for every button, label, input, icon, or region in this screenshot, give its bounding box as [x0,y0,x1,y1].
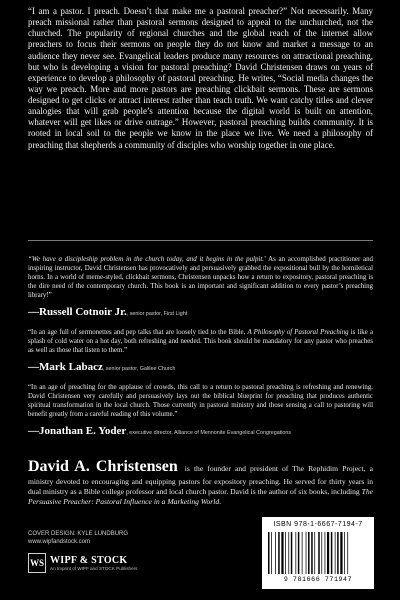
endorsement-quote-text: ’ As an accomplished practitioner and inspiring instructor, David Christensen has provocatively and persuasively grabbed the expositional bull by the homiletical horns. In a world of meme-styled, clickbait sermons, Christensen unpacks how a return to expository, pastoral preaching is the dire need of the contemporary church. This book is an important and significant addition to every pastor’s preaching library!” [28,256,373,299]
endorsement-quote-text: “In an age full of sermonettes and pep talks that are loosely tied to the Bible, [28,329,248,336]
barcode-digits: 9 781666 771947 [283,576,353,583]
publisher-imprint: An Imprint of WIPF and STOCK Publishers [50,566,138,571]
barcode-bar [314,532,315,574]
barcode-bar [285,532,286,574]
barcode-bar [335,532,336,574]
publisher-logo-text [50,555,137,571]
divider [28,240,373,241]
endorsement-quote: “In an age of preaching for the applause of crowds, this call to a return to pastoral preaching is refreshing and renewing. David Christensen very carefully and persuasively lays out the biblical blueprint for preaching that produces authentic spiritual transformation in the local church. Those currently in pastoral ministry and those sensing a call to pastoring will benefit greatly from a careful reading of this volume.” [28,384,373,418]
book-title-reference: A Philosophy of Pastoral Preaching [247,329,349,336]
endorser-name: —Mark Labacz [28,360,103,373]
barcode-bar [275,532,276,574]
endorsement-2 [28,329,373,374]
barcode-bar [340,532,342,574]
endorser-title: , senior pastor, First Light [126,310,188,317]
barcode-bar [268,532,270,574]
barcode-bar [281,532,283,574]
barcode-bar [344,532,345,574]
barcode-bar [271,532,272,574]
barcode-bar [308,532,310,574]
author-bio [28,456,373,507]
endorsement-quote [28,256,373,301]
barcode-bar [318,532,320,574]
barcode-bar [291,532,293,574]
barcode-bar [327,532,329,574]
endorser-name: —Russell Cotnoir Jr. [28,305,127,318]
author-name: David A. Christensen [28,458,178,475]
endorsement-1 [28,256,373,319]
isbn-barcode [262,517,374,589]
endorsement-quote-text: is like a splash of cold water on a hot day, both refreshing and needed. This book should be mandatory for any pastor who preaches as well as those that listen to them.” [28,329,373,354]
endorser [28,305,373,319]
endorser-name: —Jonathan E. Yoder [28,424,127,437]
endorser-title: , executive director, Alliance of Mennonite Evangelical Congregations [126,429,292,436]
publisher-name: WIPF & STOCK [50,555,128,566]
barcode-bar [311,532,313,574]
cover-design-credit: COVER DESIGN: KYLE LUNDBURG [28,531,129,537]
endorser [28,360,373,374]
publisher-mark-icon: WS [28,553,46,573]
endorser [28,424,373,438]
publisher-logo [28,553,137,573]
author-book-title: The Persuasive Preacher: Pastoral Influence in a Marketing World [28,487,373,507]
endorsement-3 [28,384,373,438]
barcode-icon [268,532,368,574]
barcode-bar [337,532,339,574]
barcode-bar [288,532,289,574]
barcode-bar [302,532,303,574]
barcode-bar [325,532,326,574]
endorser-title: , senior pastor, Galilee Church [102,365,176,372]
barcode-bar [331,532,333,574]
barcode-bar [278,532,280,574]
author-bio-text: is the founder and president of The Rephidim Project, a ministry devoted to encouraging and equipping pastors for expository preaching. He served for thirty years in dual ministry as a Bible college professor and local church pastor. David is the author of six books, including [28,464,373,497]
endorsement-quote [28,329,373,356]
barcode-bar [321,532,322,574]
barcode-bar [306,532,307,574]
barcode-bar [347,532,348,574]
back-cover-description: “I am a pastor. I preach. Doesn’t that make me a pastoral preacher?” Not necessarily. Many preach missional rather than pastoral sermons designed to appeal to the unchurched, not the churched. The popularity of regional churches and the global reach of the internet allow preachers to focus their sermons on people they do not know and market a message to an audience they never see. Evangelical leaders produce many resources on attractional preaching, but who is developing a vision for pastoral preaching? David Christensen draws on years of experience to develop a philosophy of pastoral preaching. He writes, “Social media changes the way we preach. More and more pastors are preaching clickbait sermons. These are sermons designed to get clicks or attract interest rather than teach truth. We want catchy titles and clever analogies that will grab people’s attention because the digital world is built on attention, whatever will get likes or drive outrage.” However, pastoral preaching builds community. It is rooted in local soil to the people we know in the place we live. We need a philosophy of preaching that shepherds a community of disciples who worship together in one place. [28,6,373,150]
credits [28,530,128,547]
endorsement-quote-italic: “We have a discipleship problem in the church today, and it begins in the pulpit. [28,256,264,263]
author-bio-end: . [219,497,222,507]
publisher-website: www.wipfandstock.com [28,539,91,546]
isbn-label: ISBN 978-1-6667-7194-7 [273,521,363,528]
barcode-bar [295,532,296,574]
barcode-bar [298,532,300,574]
